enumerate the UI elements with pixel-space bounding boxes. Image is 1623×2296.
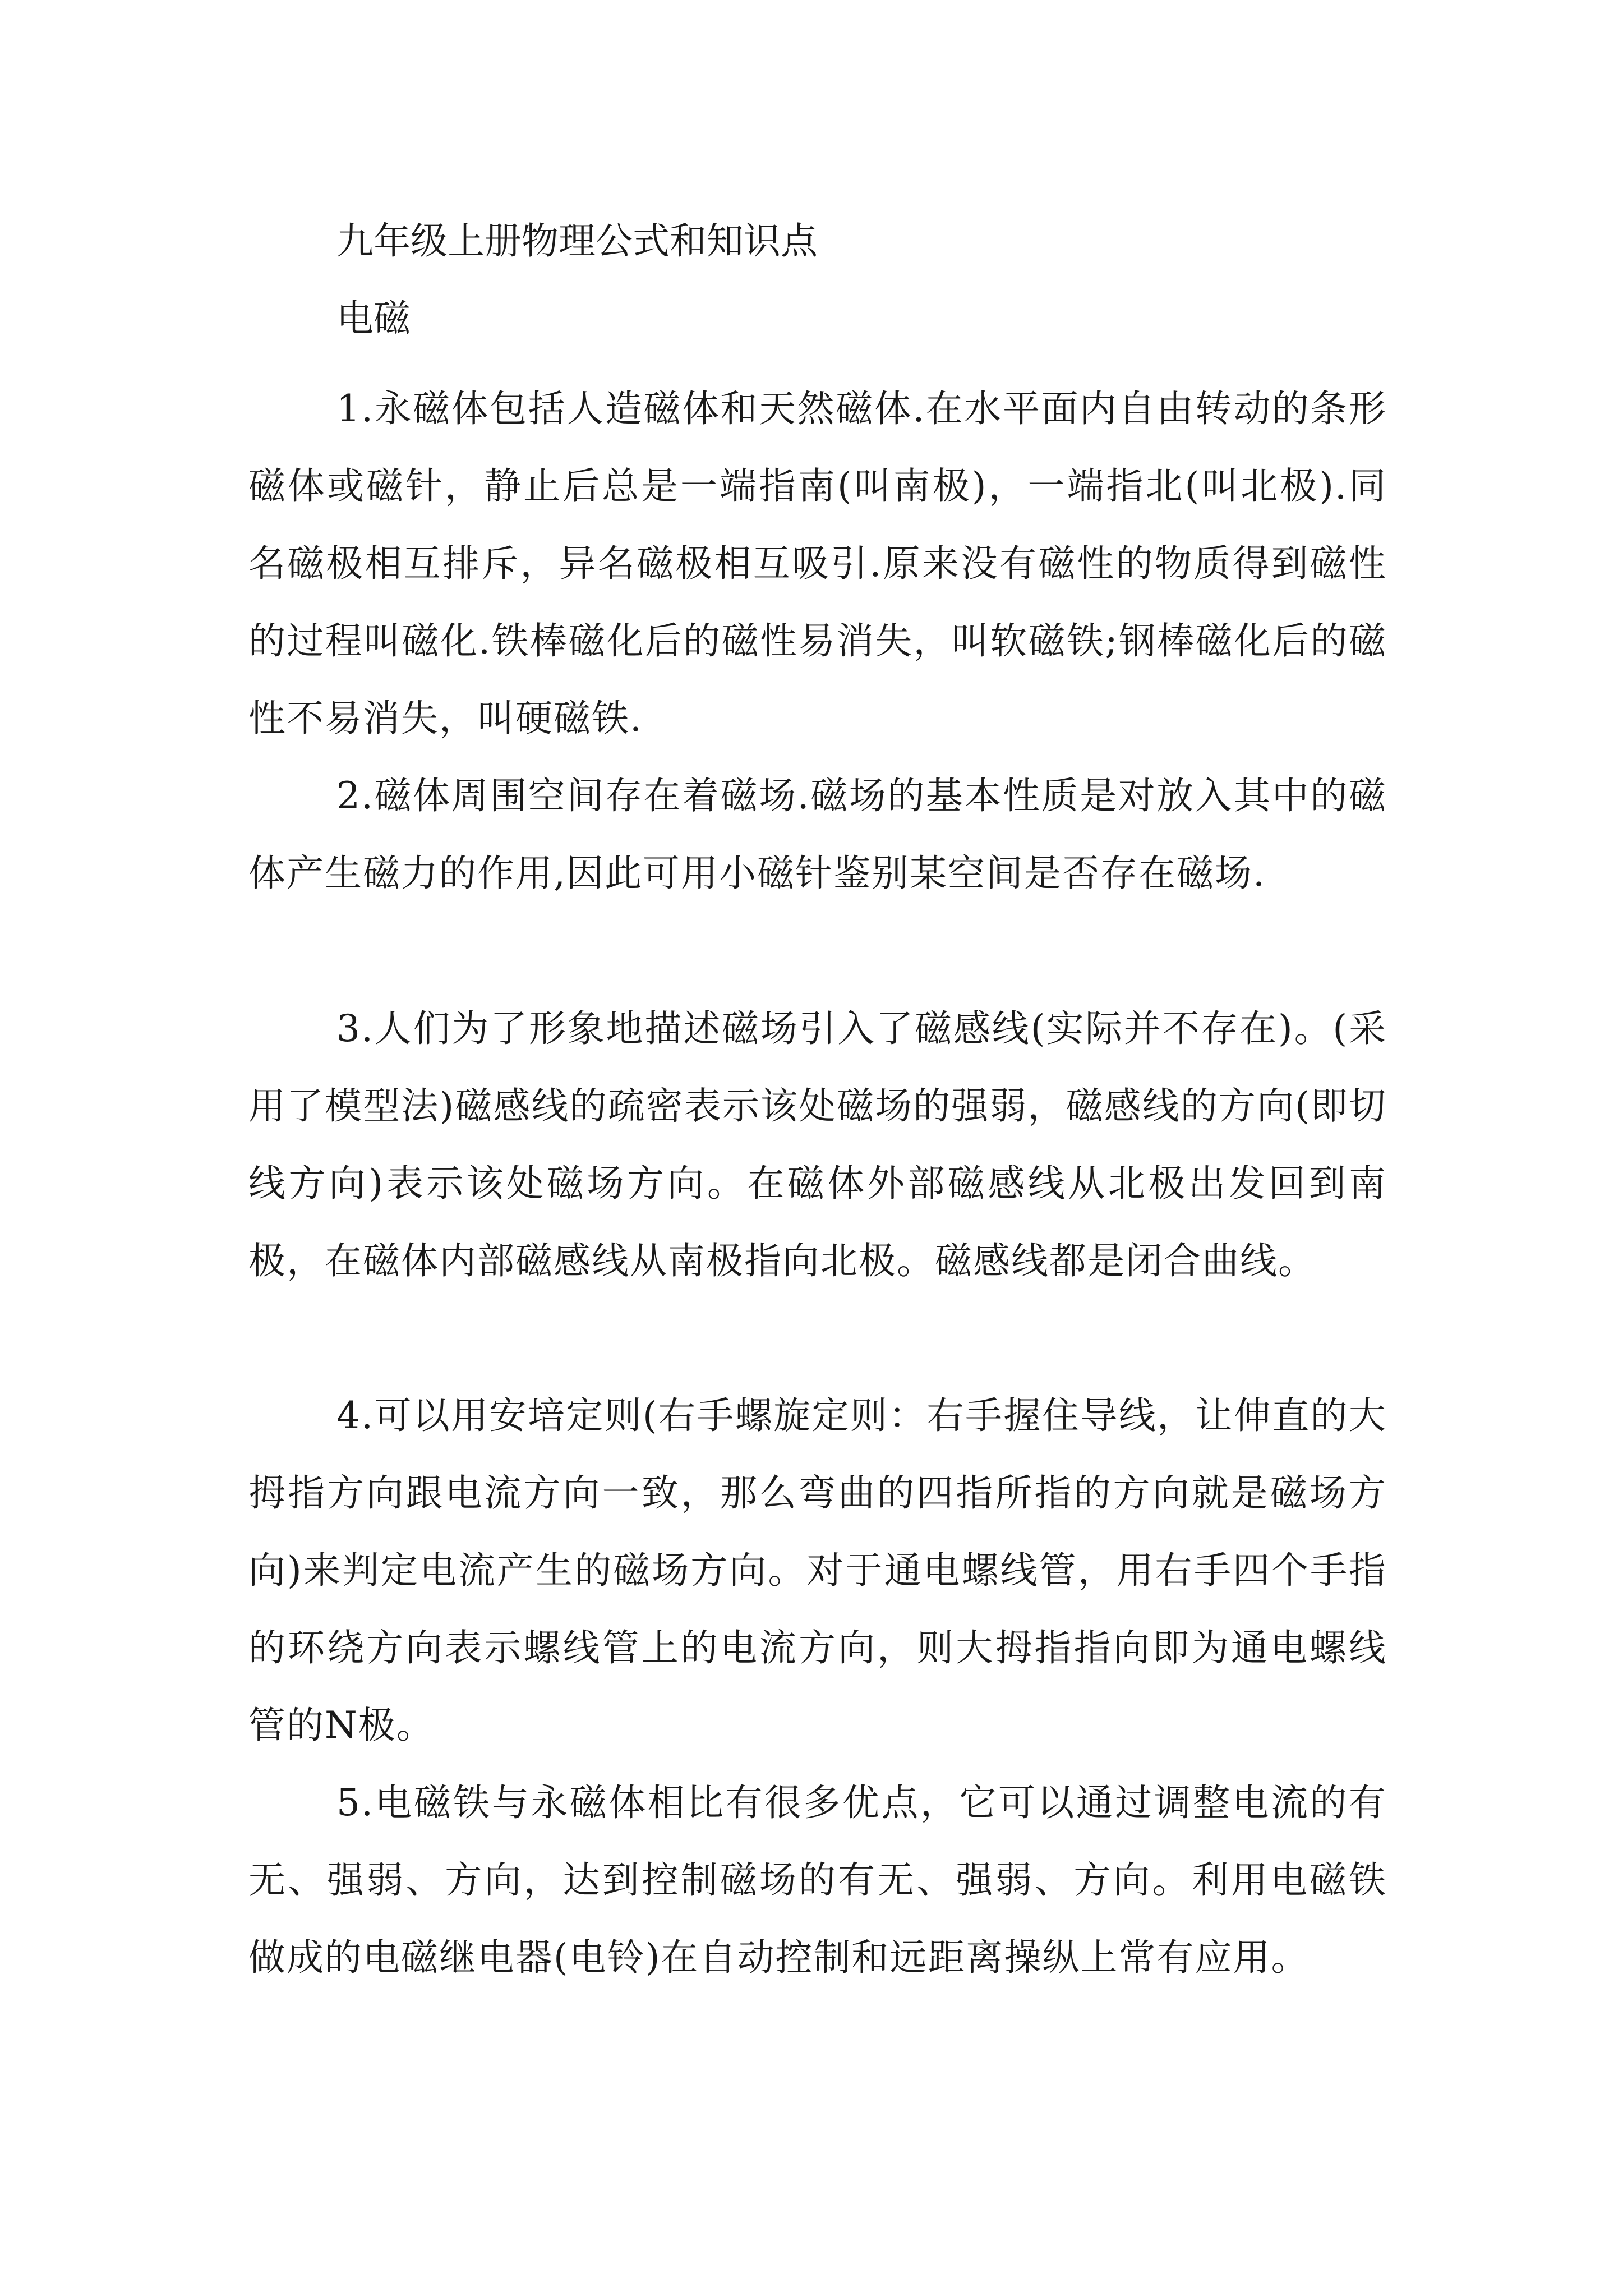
paragraph-1: 1.永磁体包括人造磁体和天然磁体.在水平面内自由转动的条形磁体或磁针，静止后总是一端指南(叫南极)，一端指北(叫北极).同名磁极相互排斥，异名磁极相互吸引.原来没有磁性的物质得到磁性的过程叫磁化.铁棒磁化后的磁性易消失，叫软磁铁;钢棒磁化后的磁性不易消失，叫硬磁铁. xyxy=(248,387,1387,740)
paragraph-2: 2.磁体周围空间存在着磁场.磁场的基本性质是对放入其中的磁体产生磁力的作用,因此可用小磁针鉴别某空间是否存在磁场. xyxy=(248,774,1387,895)
paragraph-3: 3.人们为了形象地描述磁场引入了磁感线(实际并不存在)。(采用了模型法)磁感线的疏密表示该处磁场的强弱，磁感线的方向(即切线方向)表示该处磁场方向。在磁体外部磁感线从北极出发回到南极，在磁体内部磁感线从南极指向北极。磁感线都是闭合曲线。 xyxy=(248,1007,1387,1282)
document-title: 九年级上册物理公式和知识点 xyxy=(336,219,818,263)
paragraph-5: 5.电磁铁与永磁体相比有很多优点，它可以通过调整电流的有无、强弱、方向，达到控制磁场的有无、强弱、方向。利用电磁铁做成的电磁继电器(电铃)在自动控制和远距离操纵上常有应用。 xyxy=(248,1781,1387,1979)
section-heading: 电磁 xyxy=(336,297,411,340)
paragraph-4: 4.可以用安培定则(右手螺旋定则：右手握住导线，让伸直的大拇指方向跟电流方向一致，那么弯曲的四指所指的方向就是磁场方向)来判定电流产生的磁场方向。对于通电螺线管，用右手四个手指的环绕方向表示螺线管上的电流方向，则大拇指指向即为通电螺线管的N极。 xyxy=(248,1394,1387,1747)
